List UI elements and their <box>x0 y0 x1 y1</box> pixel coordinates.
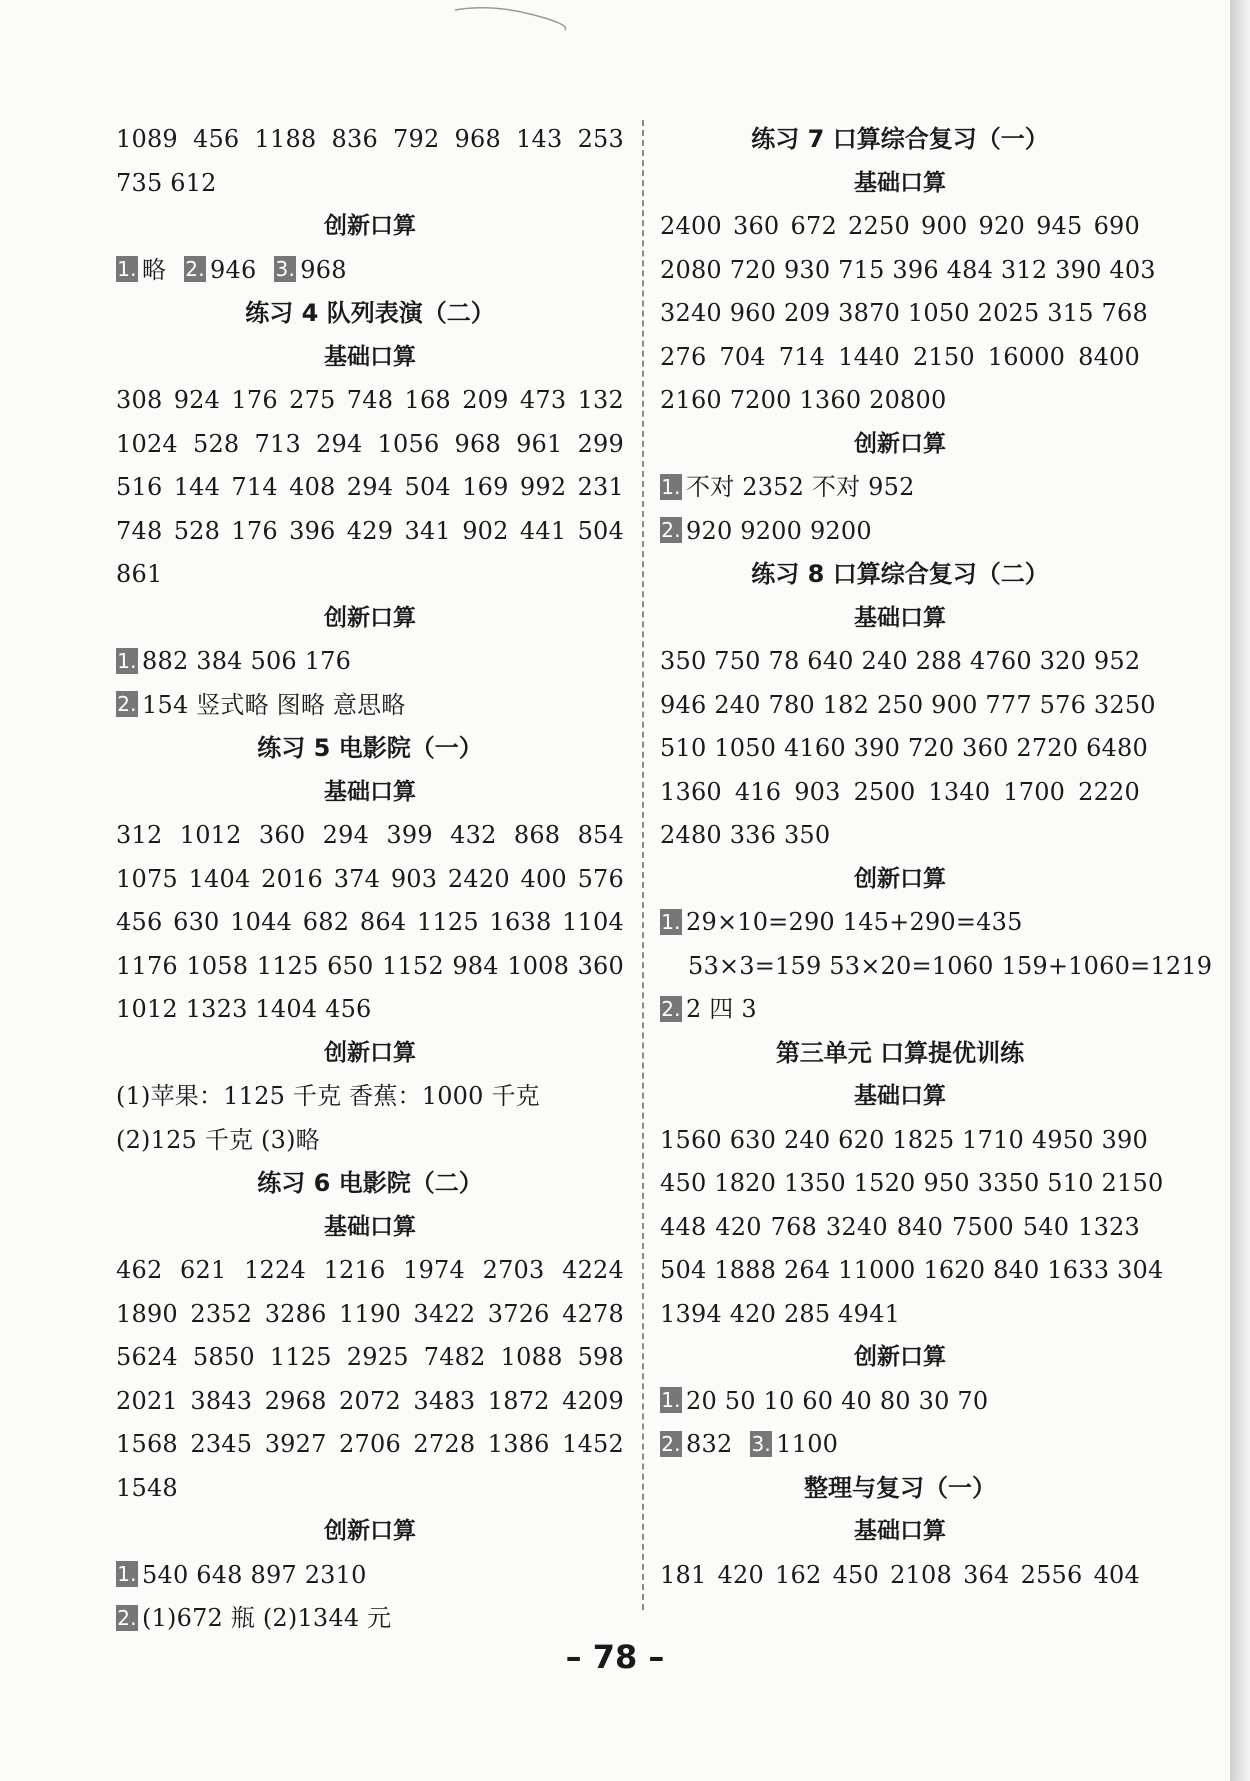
answer-text: 2 四 3 <box>686 995 757 1023</box>
question-number-badge: 2. <box>661 996 681 1021</box>
numbered-answer-row <box>116 1554 624 1598</box>
subsection-heading: 基础口算 <box>854 169 946 196</box>
subsection-heading: 基础口算 <box>854 1083 946 1109</box>
right-column <box>660 118 1213 1597</box>
question-number-badge: 2. <box>117 692 137 716</box>
answer-row: 181 420 162 450 2108 364 2556 404 <box>660 1560 1140 1589</box>
numbered-answer-row <box>660 1380 1140 1424</box>
answer-text: 不对 2352 不对 952 <box>686 473 915 501</box>
answer-row: 53×3=159 53×20=1060 159+1060=1219 <box>688 951 1213 980</box>
answer-row: 312 1012 360 294 399 432 868 854 <box>116 821 624 849</box>
answer-text: 882 384 506 176 <box>142 647 352 675</box>
section-title: 第三单元 口算提优训练 <box>775 1038 1025 1067</box>
question-number-badge: 2. <box>117 1605 137 1630</box>
scan-edge <box>1230 0 1250 1781</box>
answer-row: 450 1820 1350 1520 950 3350 510 2150 <box>660 1169 1164 1197</box>
subsection-heading: 创新口算 <box>324 604 416 631</box>
answer-row: 456 630 1044 682 864 1125 1638 1104 <box>116 908 624 936</box>
subsection-heading: 基础口算 <box>854 604 946 631</box>
answer-row: 1890 2352 3286 1190 3422 3726 4278 <box>116 1299 624 1328</box>
answer-row: 2021 3843 2968 2072 3483 1872 4209 <box>116 1386 624 1415</box>
numbered-answer-row <box>660 901 1140 945</box>
question-number-badge: 1. <box>117 648 137 673</box>
question-number-badge: 1. <box>661 1388 681 1412</box>
answer-row: 1075 1404 2016 374 903 2420 400 576 <box>116 864 624 893</box>
answer-row: 1360 416 903 2500 1340 1700 2220 <box>660 777 1140 806</box>
answer-row: 516 144 714 408 294 504 169 992 231 <box>116 473 624 501</box>
question-number-badge: 3. <box>751 1431 771 1456</box>
subsection-heading: 创新口算 <box>854 1344 946 1370</box>
answer-text: 1100 <box>776 1430 839 1458</box>
answer-row: 276 704 714 1440 2150 16000 8400 <box>660 342 1140 371</box>
answer-row: (1)苹果：1125 千克 香蕉：1000 千克 <box>116 1082 540 1110</box>
answer-row: 308 924 176 275 748 168 209 473 132 <box>116 386 624 414</box>
answer-row: 1024 528 713 294 1056 968 961 299 <box>116 429 624 458</box>
numbered-answer-row <box>116 249 624 293</box>
subsection-heading: 创新口算 <box>324 1039 416 1066</box>
answer-row: 350 750 78 640 240 288 4760 320 952 <box>660 647 1141 675</box>
question-number-badge: 2. <box>661 1431 681 1456</box>
answer-row: 2480 336 350 <box>660 821 831 849</box>
answer-row: 1568 2345 3927 2706 2728 1386 1452 <box>116 1430 624 1458</box>
numbered-answer-row <box>660 466 1140 510</box>
answer-row: 2400 360 672 2250 900 920 945 690 <box>660 212 1140 240</box>
answer-row: 1548 <box>116 1473 178 1502</box>
answer-text: 920 9200 9200 <box>686 516 872 545</box>
question-number-badge: 2. <box>661 518 681 542</box>
question-number-badge: 3. <box>275 257 296 281</box>
numbered-answer-row <box>116 1597 624 1641</box>
answer-text: 946 <box>210 255 265 284</box>
answer-row: 1394 420 285 4941 <box>660 1299 901 1328</box>
question-number-badge: 1. <box>661 474 681 499</box>
section-title: 练习 5 电影院（一） <box>257 734 483 762</box>
answer-text: 29×10=290 145+290=435 <box>686 908 1023 936</box>
subsection-heading: 基础口算 <box>324 343 416 370</box>
answer-row: 1560 630 240 620 1825 1710 4950 390 <box>660 1125 1148 1154</box>
subsection-heading: 基础口算 <box>324 1213 416 1240</box>
answer-row: 504 1888 264 11000 1620 840 1633 304 <box>660 1256 1164 1284</box>
numbered-answer-row <box>660 988 1140 1032</box>
subsection-heading: 基础口算 <box>854 1518 946 1544</box>
answer-text: 154 竖式略 图略 意思略 <box>142 690 406 719</box>
answer-text: 968 <box>300 255 347 284</box>
answer-row: 1012 1323 1404 456 <box>116 995 372 1023</box>
numbered-answer-row <box>660 1423 1140 1467</box>
answer-row: (2)125 千克 (3)略 <box>116 1125 320 1154</box>
answer-row: 735 612 <box>116 168 217 197</box>
question-number-badge: 1. <box>661 909 681 934</box>
pencil-mark <box>450 0 570 40</box>
page-number: – 78 – <box>565 1638 665 1676</box>
section-title: 练习 6 电影院（二） <box>257 1169 483 1197</box>
answer-row: 462 621 1224 1216 1974 2703 4224 <box>116 1256 624 1284</box>
question-number-badge: 1. <box>117 257 137 281</box>
section-title: 练习 8 口算综合复习（二） <box>751 560 1049 588</box>
answer-row: 3240 960 209 3870 1050 2025 315 768 <box>660 299 1148 327</box>
subsection-heading: 基础口算 <box>324 778 416 805</box>
question-number-badge: 2. <box>185 257 205 281</box>
answer-row: 448 420 768 3240 840 7500 540 1323 <box>660 1212 1140 1241</box>
section-title: 整理与复习（一） <box>804 1473 996 1502</box>
answer-text: 540 648 897 2310 <box>142 1560 367 1589</box>
numbered-answer-row <box>116 640 624 684</box>
answer-row: 5624 5850 1125 2925 7482 1088 598 <box>116 1343 624 1371</box>
answer-row: 748 528 176 396 429 341 902 441 504 <box>116 516 624 545</box>
answer-row: 1089 456 1188 836 792 968 143 253 <box>116 125 624 153</box>
answer-row: 2080 720 930 715 396 484 312 390 403 <box>660 255 1156 284</box>
section-title: 练习 7 口算综合复习（一） <box>751 125 1049 153</box>
answer-row: 2160 7200 1360 20800 <box>660 386 947 414</box>
answer-row: 946 240 780 182 250 900 777 576 3250 <box>660 690 1156 719</box>
question-number-badge: 1. <box>117 1562 137 1586</box>
numbered-answer-row <box>660 510 1140 554</box>
answer-text: (1)672 瓶 (2)1344 元 <box>142 1604 392 1632</box>
subsection-heading: 创新口算 <box>324 1518 416 1544</box>
answer-text: 略 <box>142 255 175 284</box>
answer-row: 510 1050 4160 390 720 360 2720 6480 <box>660 734 1148 762</box>
answer-text: 832 <box>686 1430 741 1458</box>
left-column <box>116 118 624 1641</box>
subsection-heading: 创新口算 <box>854 865 946 892</box>
numbered-answer-row <box>116 684 624 728</box>
column-divider <box>642 120 644 1610</box>
subsection-heading: 创新口算 <box>854 430 946 457</box>
answer-row: 861 <box>116 560 163 588</box>
answer-text: 20 50 10 60 40 80 30 70 <box>686 1386 989 1415</box>
subsection-heading: 创新口算 <box>324 213 416 239</box>
section-title: 练习 4 队列表演（二） <box>245 299 495 327</box>
answer-row: 1176 1058 1125 650 1152 984 1008 360 <box>116 951 624 980</box>
